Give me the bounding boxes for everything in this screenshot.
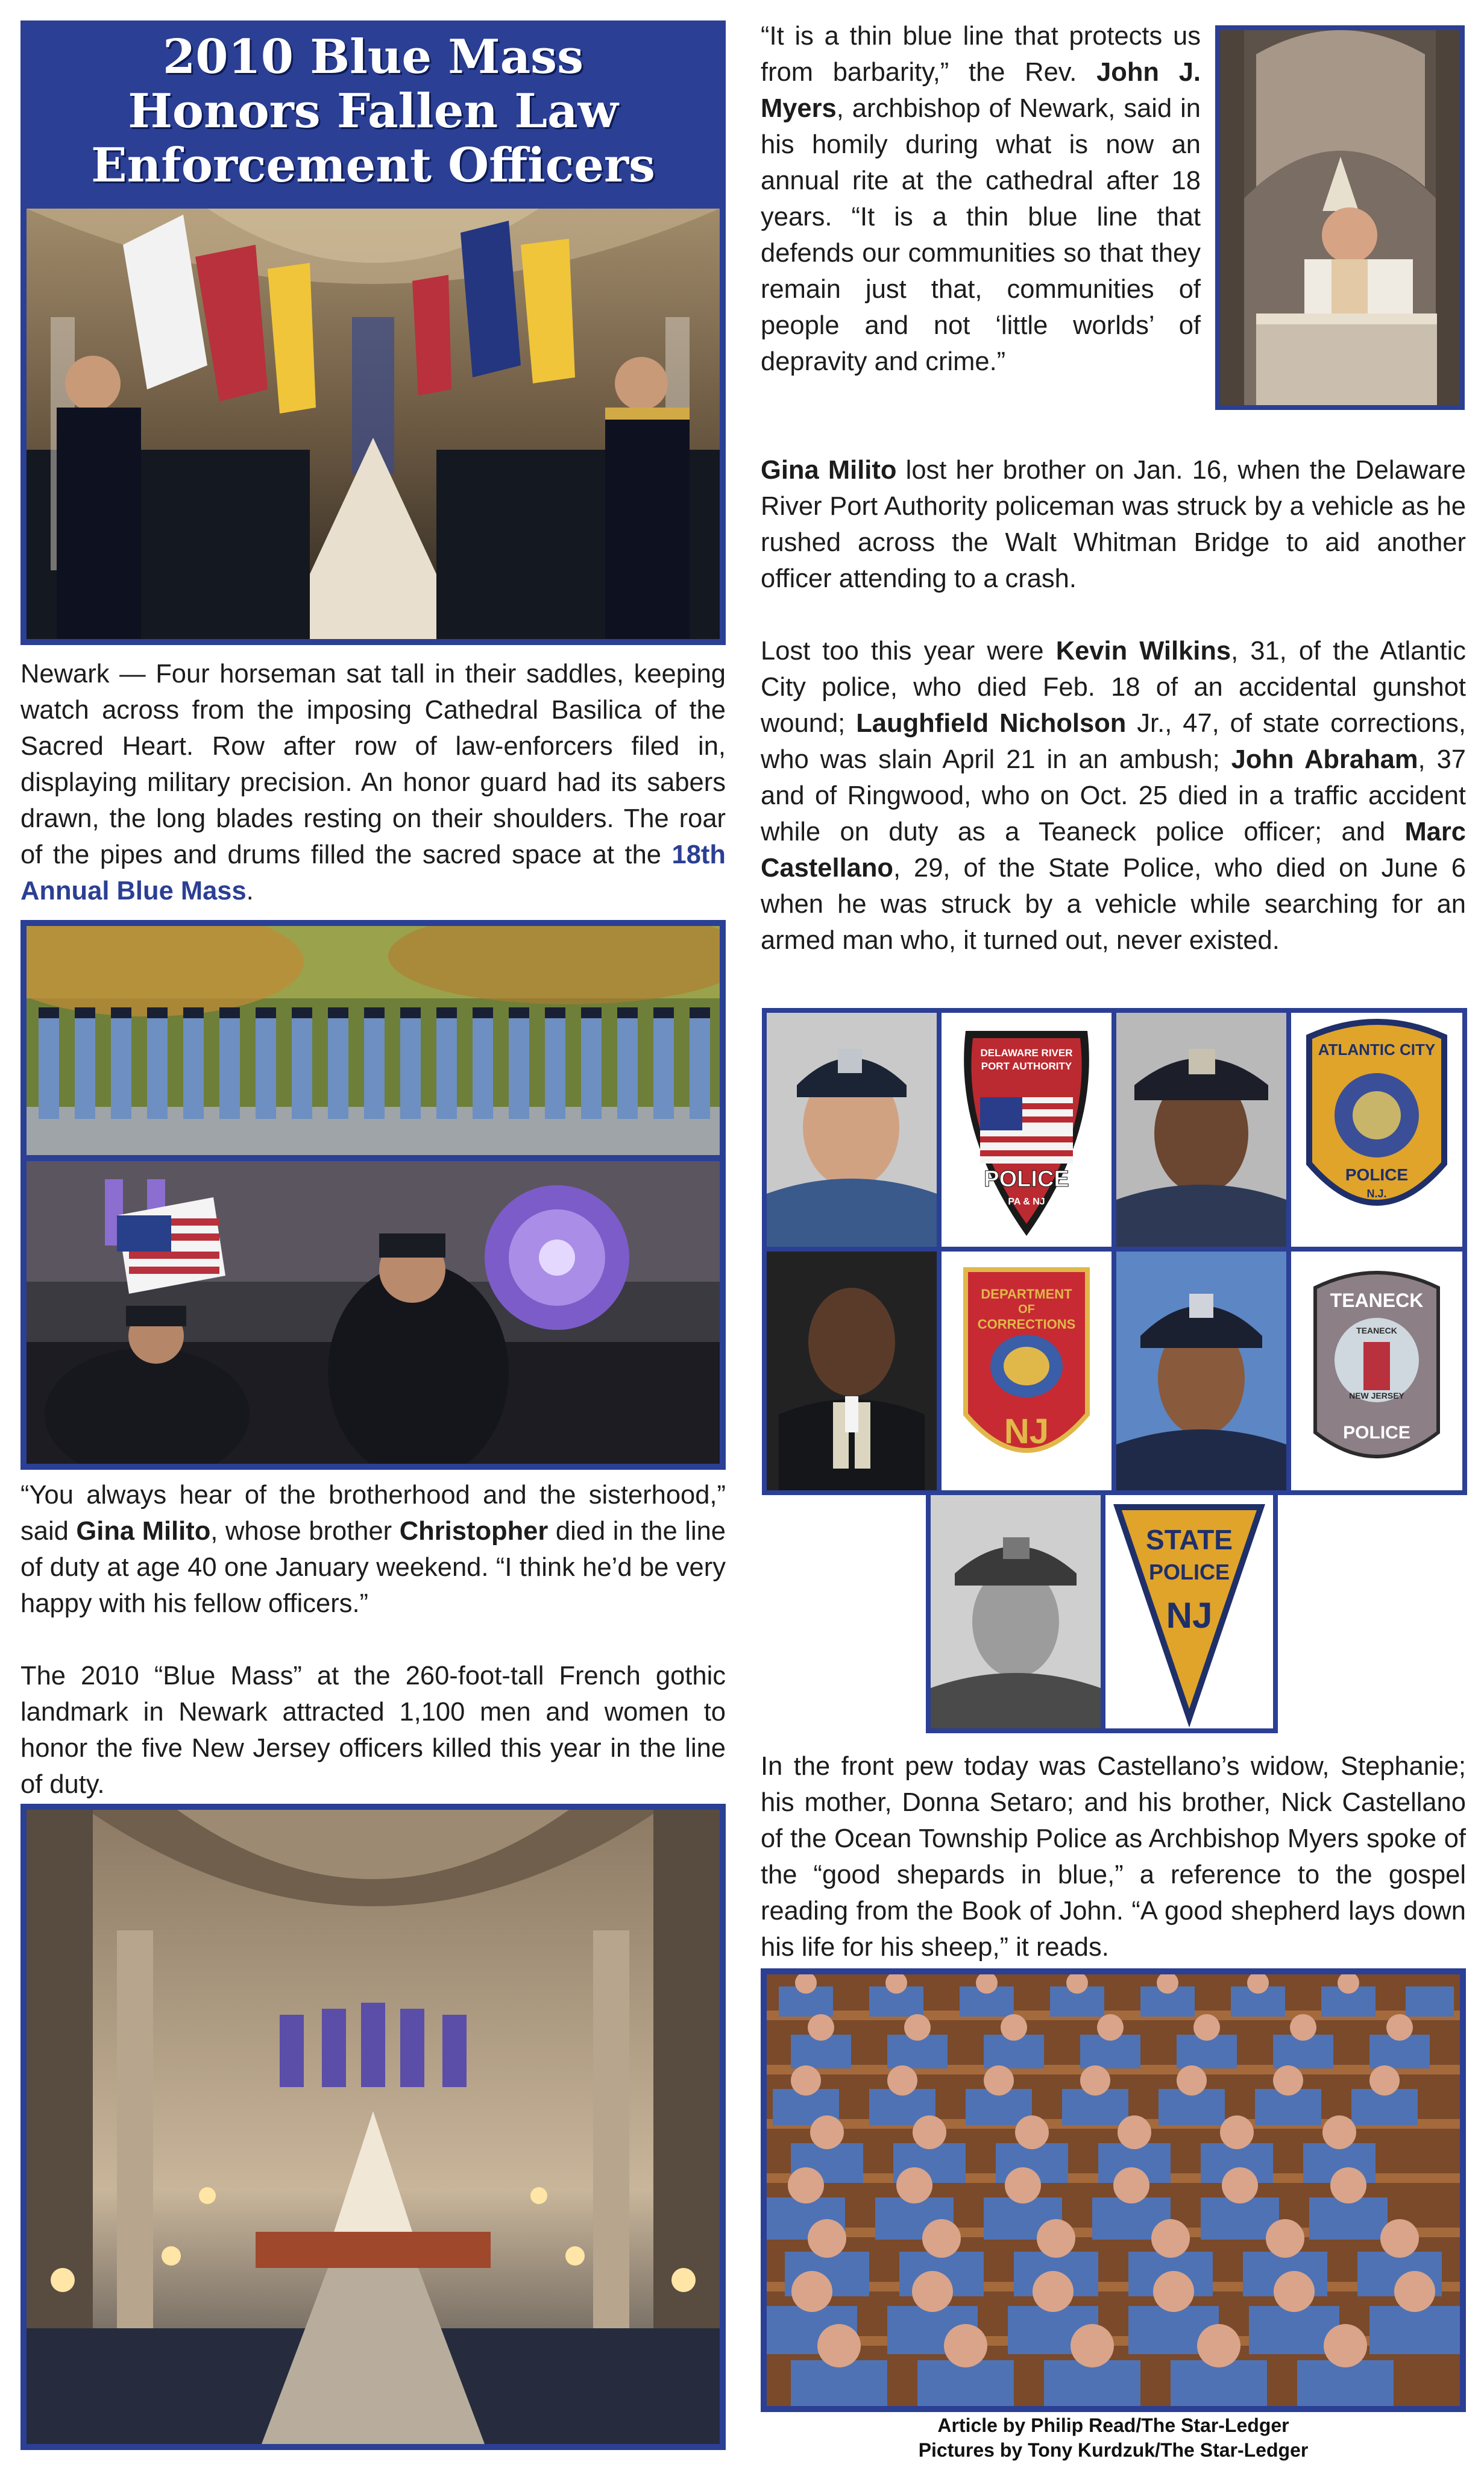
lost-text-5: , 29, of the State Police, who died on June 6 when he was struck by a vehicle while searching for an armed man who, it turned out, never existed. xyxy=(761,854,1466,955)
ac-patch-line-1: ATLANTIC CITY xyxy=(1318,1041,1436,1059)
milito-paragraph xyxy=(761,452,1466,597)
myers-name: John J. Myers xyxy=(761,58,1201,123)
lost-text-4: , 37 and of Ringwood, who on Oct. 25 died in a traffic accident while on duty as a Teaneck police officer; and xyxy=(761,745,1466,846)
quote1-name-gina: Gina Milito xyxy=(76,1517,211,1546)
cathedral-interior-photo xyxy=(27,1810,720,2444)
teaneck-patch-line-4: POLICE xyxy=(1343,1423,1410,1443)
lost-text-1: Lost too this year were xyxy=(761,637,1056,666)
portrait-marc-castellano xyxy=(931,1495,1101,1728)
name-laughfield-nicholson: Laughfield Nicholson xyxy=(856,709,1127,738)
officers-marching-photo xyxy=(27,926,720,1155)
pews-photo-frame xyxy=(761,1968,1466,2412)
brotherhood-quote xyxy=(20,1477,726,1622)
lost-text-2: , 31, of the Atlantic City police, who died Feb. 18 of an accidental gunshot wound; xyxy=(761,637,1466,738)
name-john-abraham: John Abraham xyxy=(1231,745,1418,774)
archbishop-homily-photo xyxy=(1220,30,1460,405)
doc-patch-line-2: OF xyxy=(1018,1303,1035,1316)
front-pew-paragraph xyxy=(761,1748,1466,1965)
ac-patch-line-2: POLICE xyxy=(1345,1165,1409,1184)
myers-quote-text-1: “It is a thin blue line that protects us from barbarity,” the Rev. xyxy=(761,22,1201,87)
portrait-christopher-milito xyxy=(767,1013,937,1247)
state-patch-line-3: NJ xyxy=(1166,1595,1213,1636)
front-pew-text: In the front pew today was Castellano’s widow, Stephanie; his mother, Donna Setaro; and his brother, Nick Castellano of the Ocean Township Police as Archbishop Myers spoke of the “good shepards in blue,” a reference to the gospel reading from the Book of John. “A good shepherd lays down his life for his sheep,” it reads. xyxy=(761,1752,1466,1962)
bagpipers-photo xyxy=(27,1161,720,1464)
myers-quote-text-2: , archbishop of Newark, said in his homily during what is now an annual rite at the cathedral after 18 years. “It is a thin blue line that defends our communities so that they remain just that, communities of people and not ‘little worlds’ of depravity and crime.” xyxy=(761,94,1201,376)
quote1-text-1: “You always hear of the brotherhood and the sisterhood,” said xyxy=(20,1481,726,1546)
doc-patch-line-3: CORRECTIONS xyxy=(977,1317,1076,1332)
quote1-text-3: died in the line of duty at age 40 one January weekend. “I think he’d be very happy with his fellow officers.” xyxy=(20,1517,726,1618)
intro-end: . xyxy=(246,877,254,905)
teaneck-patch-line-2: TEANECK xyxy=(1356,1326,1397,1335)
teaneck-patch-line-3: NEW JERSEY xyxy=(1349,1391,1404,1400)
blue-mass-highlight: 18th Annual Blue Mass xyxy=(20,840,726,905)
officers-in-pews-photo xyxy=(767,1974,1460,2406)
state-patch-line-2: POLICE xyxy=(1148,1560,1230,1584)
doc-patch-line-4: NJ xyxy=(1004,1412,1049,1451)
milito-text: lost her brother on Jan. 16, when the Delaware River Port Authority policeman was struck by a vehicle as he rushed across the Walt Whitman Bridge to aid another officer attending to a crash. xyxy=(761,456,1467,593)
intro-text: Newark — Four horseman sat tall in their saddles, keeping watch across from the imposing Cathedral Basilica of the Sacred Heart. Row after row of law-enforcers filed in, displaying military precision. An honor guard had its sabers drawn, the long blades resting on their shoulders. The roar of the pipes and drums filled the sacred space at the xyxy=(20,660,726,869)
headline-banner xyxy=(20,20,726,203)
flag-procession-photo xyxy=(27,209,720,639)
headline-line-3: Enforcement Officers xyxy=(91,138,655,193)
name-kevin-wilkins: Kevin Wilkins xyxy=(1055,637,1231,666)
portrait-kevin-wilkins xyxy=(1116,1013,1286,1247)
blue-mass-paragraph xyxy=(20,1658,726,1803)
archbishop-photo-frame xyxy=(1215,25,1465,410)
pictures-credit: Pictures by Tony Kurdzuk/The Star-Ledger xyxy=(918,2439,1309,2461)
drpa-patch-line-4: PA & NJ xyxy=(1008,1197,1045,1207)
marching-bagpipers-frame xyxy=(20,920,726,1470)
procession-photo-frame xyxy=(20,203,726,645)
patch-teaneck-police xyxy=(1291,1252,1462,1490)
photo-credits xyxy=(761,2413,1466,2463)
blue-mass-text: The 2010 “Blue Mass” at the 260-foot-tall French gothic landmark in Newark attracted 1,100 men and women to honor the five New Jersey officers killed this year in the line of duty. xyxy=(20,1661,726,1799)
cathedral-photo-frame xyxy=(20,1804,726,2450)
milito-name: Gina Milito xyxy=(761,456,897,485)
drpa-patch-line-3: POLICE xyxy=(984,1167,1069,1192)
headline-line-2: Honors Fallen Law xyxy=(128,84,618,139)
fallen-officers-grid xyxy=(762,1008,1467,1733)
drpa-patch-line-2: PORT AUTHORITY xyxy=(981,1060,1072,1072)
lost-text-3: Jr., 47, of state corrections, who was slain April 21 in an ambush; xyxy=(761,709,1466,774)
portrait-laughfield-nicholson xyxy=(767,1252,937,1490)
patch-department-of-corrections xyxy=(942,1252,1111,1490)
patch-state-police xyxy=(1105,1495,1273,1728)
article-credit: Article by Philip Read/The Star-Ledger xyxy=(937,2414,1289,2436)
portrait-john-abraham xyxy=(1116,1252,1286,1490)
patch-drpa-police xyxy=(942,1013,1111,1247)
ac-patch-line-3: N.J. xyxy=(1366,1188,1387,1200)
name-marc-castellano: Marc Castellano xyxy=(761,817,1466,883)
teaneck-patch-line-1: TEANECK xyxy=(1330,1290,1424,1311)
headline-line-1: 2010 Blue Mass xyxy=(162,30,583,84)
myers-quote-paragraph xyxy=(761,18,1201,380)
quote1-name-christopher: Christopher xyxy=(399,1517,549,1546)
doc-patch-line-1: DEPARTMENT xyxy=(981,1287,1072,1302)
patch-atlantic-city-police xyxy=(1291,1013,1462,1247)
state-patch-line-1: STATE xyxy=(1146,1524,1233,1555)
lost-officers-paragraph xyxy=(761,633,1466,959)
drpa-patch-line-1: DELAWARE RIVER xyxy=(980,1047,1073,1059)
intro-paragraph xyxy=(20,656,726,909)
quote1-text-2: , whose brother xyxy=(210,1517,400,1546)
